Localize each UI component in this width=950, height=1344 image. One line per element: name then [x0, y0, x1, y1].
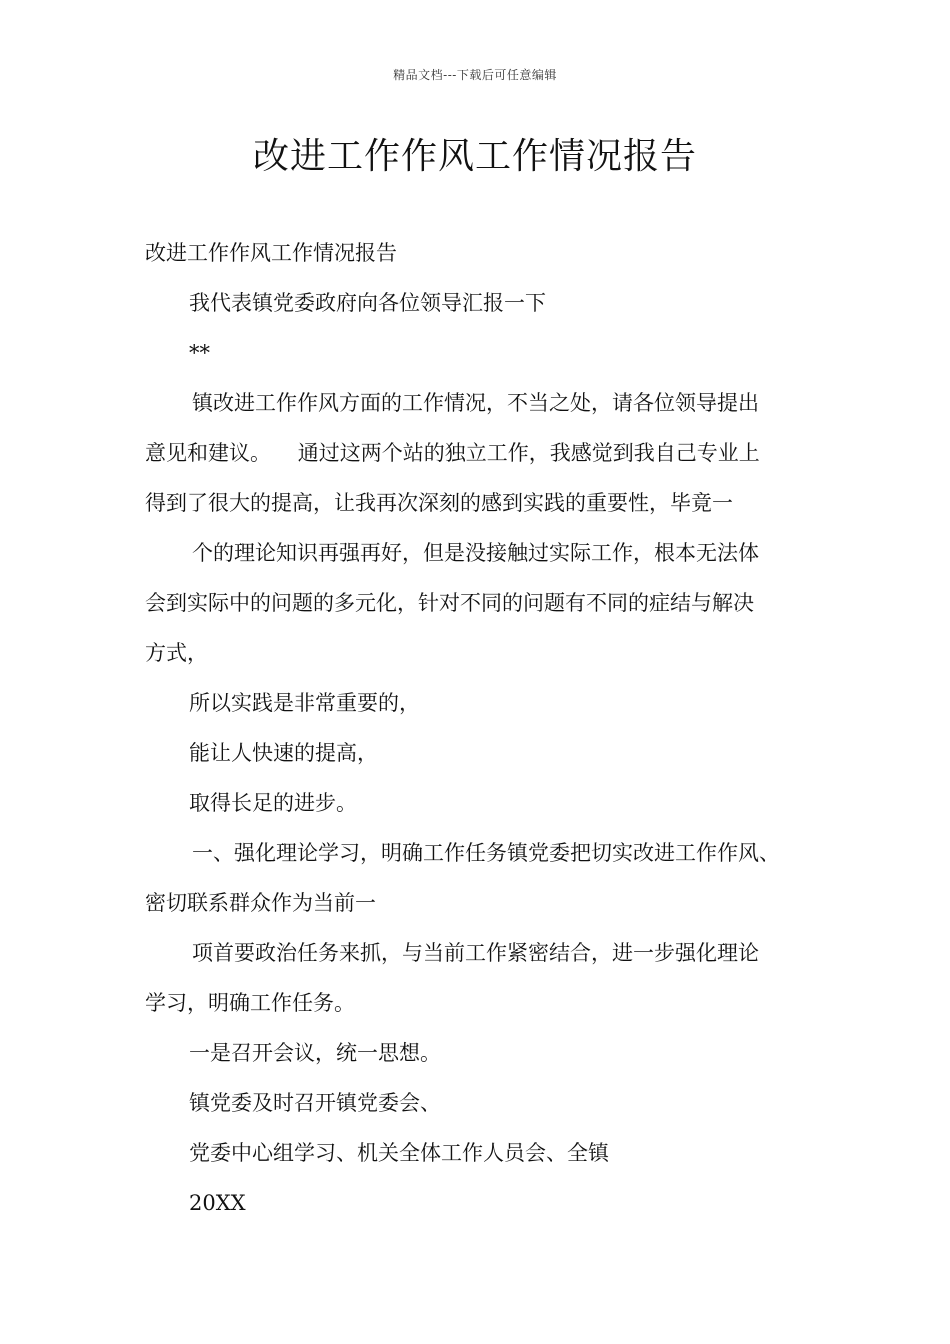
- body-line: 一、强化理论学习，明确工作任务镇党委把切实改进工作作风、: [192, 841, 780, 865]
- body-line: 我代表镇党委政府向各位领导汇报一下: [189, 291, 546, 315]
- body-line: 镇改进工作作风方面的工作情况，不当之处，请各位领导提出: [192, 391, 759, 415]
- body-line: 得到了很大的提高，让我再次深刻的感到实践的重要性，毕竟一: [145, 491, 733, 515]
- body-line: 一是召开会议，统一思想。: [189, 1041, 441, 1065]
- body-line: 镇党委及时召开镇党委会、: [189, 1091, 441, 1115]
- document-body: [145, 228, 825, 1228]
- body-line: 所以实践是非常重要的，: [189, 691, 420, 715]
- body-line: 方式，: [145, 641, 208, 665]
- body-line: 学习，明确工作任务。: [145, 991, 355, 1015]
- body-line: 20XX: [189, 1191, 246, 1215]
- body-line: 改进工作作风工作情况报告: [145, 241, 397, 265]
- body-line: 能让人快速的提高，: [189, 741, 378, 765]
- body-line: 会到实际中的问题的多元化，针对不同的问题有不同的症结与解决: [145, 591, 754, 615]
- body-line: 密切联系群众作为当前一: [145, 891, 376, 915]
- body-line: 意见和建议。 通过这两个站的独立工作，我感觉到我自己专业上: [145, 441, 760, 465]
- document-title: 改进工作作风工作情况报告: [252, 136, 697, 177]
- body-line: 项首要政治任务来抓，与当前工作紧密结合，进一步强化理论: [192, 941, 759, 965]
- body-line: 党委中心组学习、机关全体工作人员会、全镇: [189, 1141, 609, 1165]
- page-header-note: 精品文档---下载后可任意编辑: [393, 68, 557, 82]
- body-line: **: [189, 341, 210, 365]
- body-line: 取得长足的进步。: [189, 791, 357, 815]
- body-line: 个的理论知识再强再好，但是没接触过实际工作，根本无法体: [192, 541, 759, 565]
